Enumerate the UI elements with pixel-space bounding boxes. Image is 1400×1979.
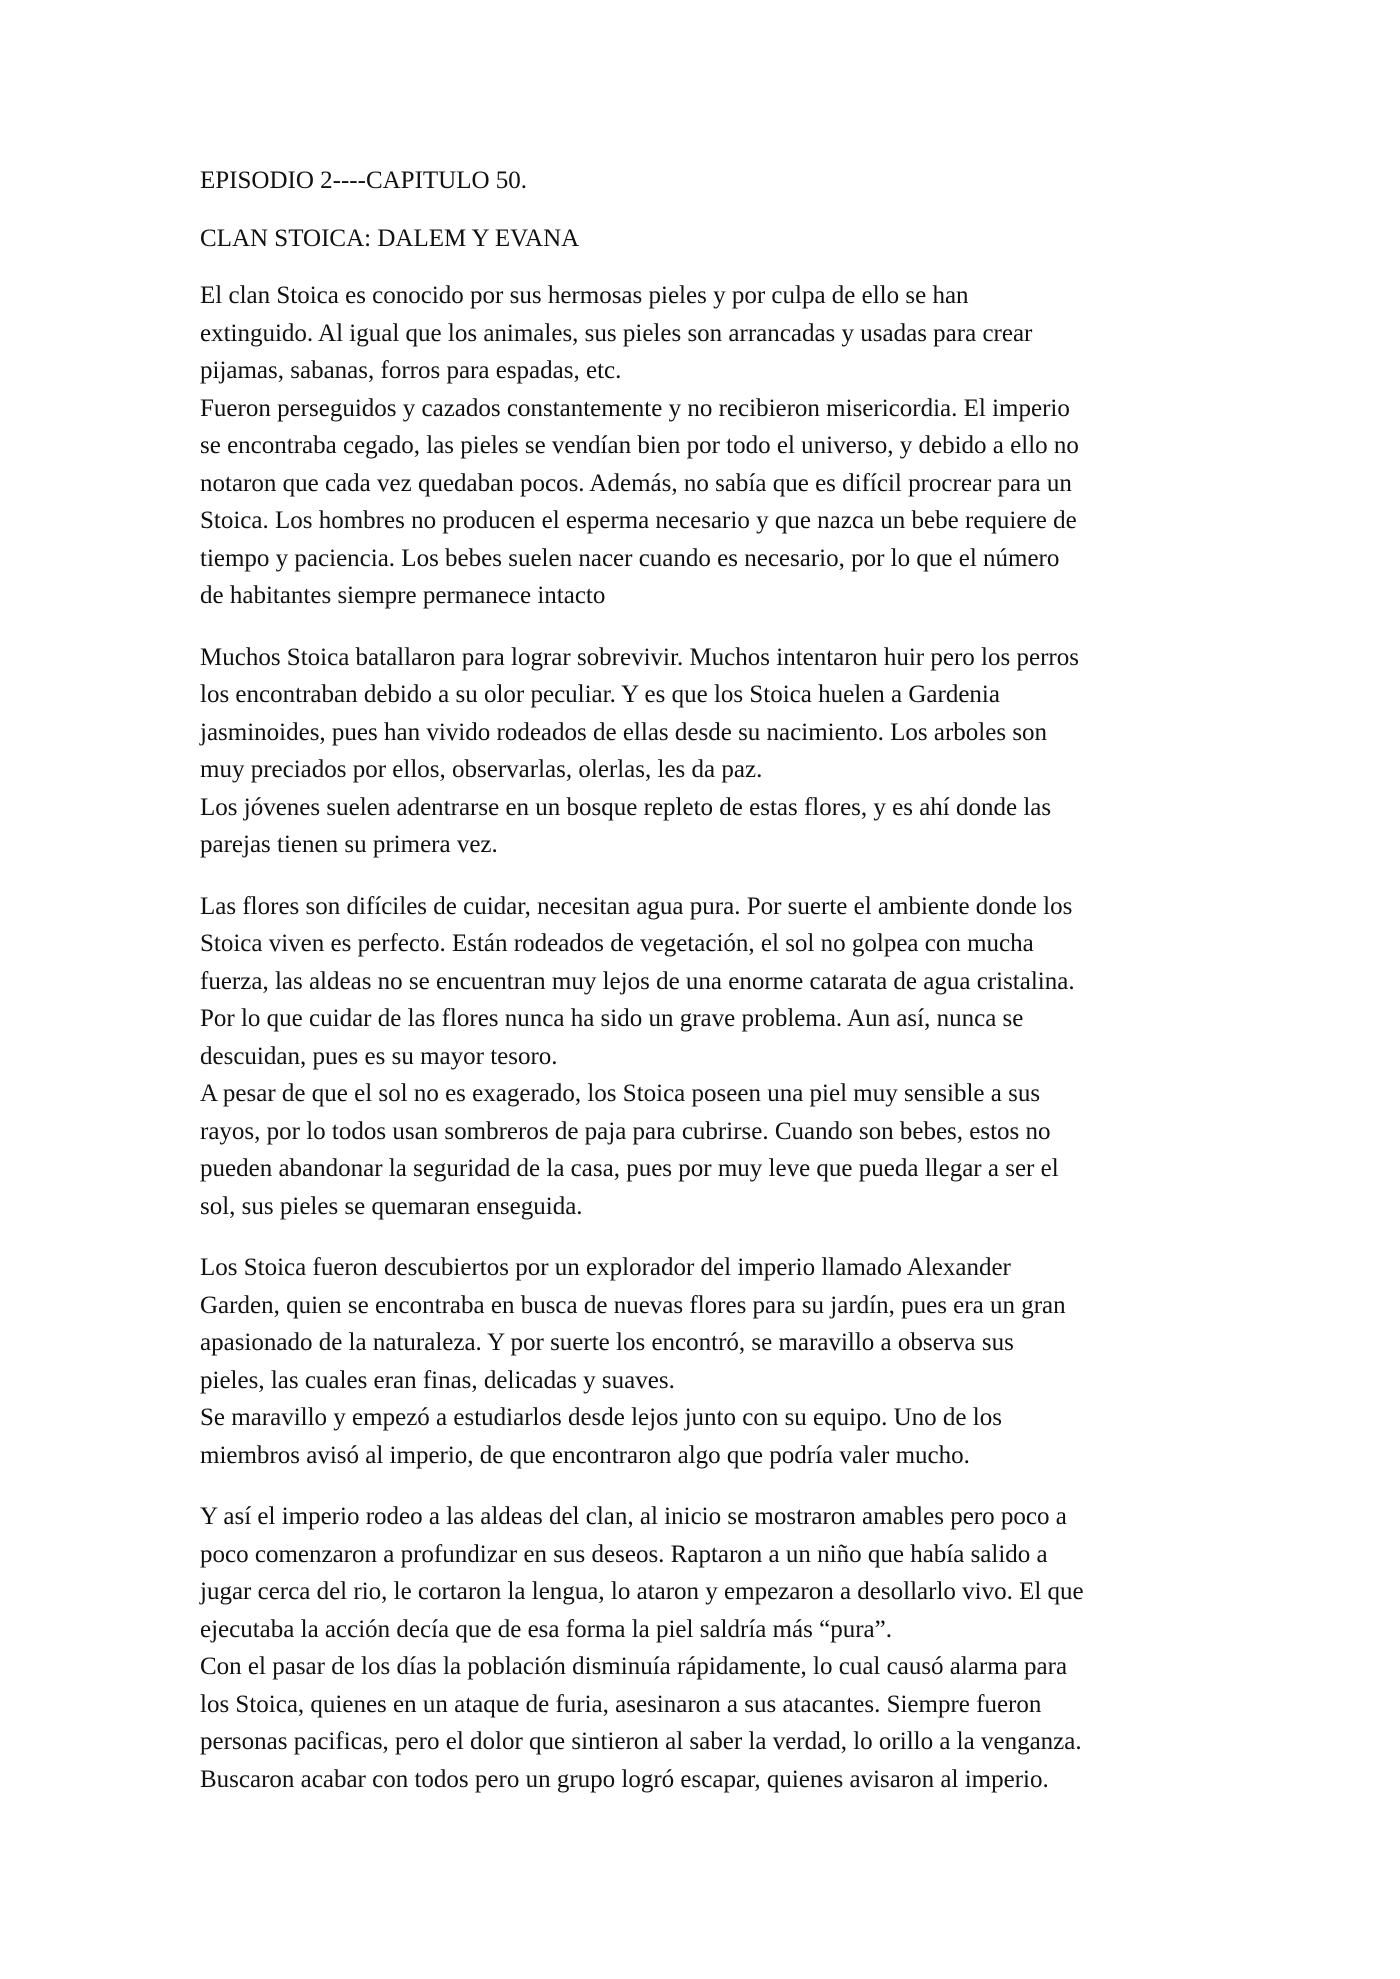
text-line: parejas tienen su primera vez. [200, 831, 498, 858]
document-body [200, 162, 1210, 1822]
sections-container [200, 277, 1210, 1798]
episode-title: EPISODIO 2----CAPITULO 50. [200, 167, 528, 194]
paragraph [200, 639, 1210, 789]
paragraph [200, 789, 1210, 864]
text-section [200, 1249, 1210, 1474]
text-line: se encontraba cegado, las pieles se vendían bien por todo el universo, y debido a ello no [200, 432, 1079, 459]
text-line: Por lo que cuidar de las flores nunca ha sido un grave problema. Aun así, nunca se [200, 1005, 1024, 1032]
text-section [200, 1498, 1210, 1798]
text-line: Se maravillo y empezó a estudiarlos desde lejos junto con su equipo. Uno de los [200, 1404, 1002, 1431]
text-section [200, 639, 1210, 864]
text-line: tiempo y paciencia. Los bebes suelen nacer cuando es necesario, por lo que el número [200, 544, 1060, 572]
text-line: de habitantes siempre permanece intacto [200, 582, 606, 609]
text-line: El clan Stoica es conocido por sus hermosas pieles y por culpa de ello se han [200, 282, 969, 309]
paragraph [200, 277, 1210, 390]
text-line: Los Stoica fueron descubiertos por un explorador del imperio llamado Alexander [200, 1254, 1011, 1281]
paragraph [200, 1399, 1210, 1474]
paragraph [200, 1648, 1210, 1798]
text-line: poco comenzaron a profundizar en sus deseos. Raptaron a un niño que había salido a [200, 1540, 1048, 1568]
text-line: jugar cerca del rio, le cortaron la lengua, lo ataron y empezaron a desollarlo vivo. El que [200, 1578, 1084, 1605]
text-line: miembros avisó al imperio, de que encontraron algo que podría valer mucho. [200, 1441, 970, 1469]
text-line: Stoica. Los hombres no producen el esperma necesario y que nazca un bebe requiere de [200, 507, 1077, 534]
text-line: apasionado de la naturaleza. Y por suerte los encontró, se maravillo a observa sus [200, 1329, 1014, 1356]
text-line: los Stoica, quienes en un ataque de furia, asesinaron a sus atacantes. Siempre fueron [200, 1690, 1042, 1718]
text-line: jasminoides, pues han vivido rodeados de ellas desde su nacimiento. Los arboles son [200, 718, 1048, 746]
text-line: muy preciados por ellos, observarlas, olerlas, les da paz. [200, 756, 763, 783]
text-line: descuidan, pues es su mayor tesoro. [200, 1042, 558, 1070]
paragraph [200, 888, 1210, 1076]
text-line: personas pacificas, pero el dolor que sintieron al saber la verdad, lo orillo a la venganza. [200, 1728, 1082, 1755]
text-section [200, 277, 1210, 615]
text-line: los encontraban debido a su olor peculiar. Y es que los Stoica huelen a Gardenia [200, 681, 1000, 708]
text-line: sol, sus pieles se quemaran enseguida. [200, 1192, 583, 1220]
text-line: pijamas, sabanas, forros para espadas, etc. [200, 357, 622, 384]
text-line: rayos, por lo todos usan sombreros de paja para cubrirse. Cuando son bebes, estos no [200, 1117, 1051, 1145]
text-line: Los jóvenes suelen adentrarse en un bosque repleto de estas flores, y es ahí donde las [200, 793, 1052, 821]
paragraph [200, 390, 1210, 615]
text-line: Con el pasar de los días la población disminuía rápidamente, lo cual causó alarma para [200, 1653, 1068, 1680]
text-line: fuerza, las aldeas no se encuentran muy lejos de una enorme catarata de agua cristalina. [200, 967, 1075, 995]
text-line: Buscaron acabar con todos pero un grupo logró escapar, quienes avisaron al imperio. [200, 1765, 1049, 1793]
text-line: extinguido. Al igual que los animales, sus pieles son arrancadas y usadas para crear [200, 319, 1033, 347]
paragraph [200, 1498, 1210, 1648]
text-line: Muchos Stoica batallaron para lograr sobrevivir. Muchos intentaron huir pero los perros [200, 643, 1079, 671]
text-line: Y así el imperio rodeo a las aldeas del clan, al inicio se mostraron amables pero poco a [200, 1503, 1067, 1530]
text-line: Las flores son difíciles de cuidar, necesitan agua pura. Por suerte el ambiente donde los [200, 892, 1073, 920]
clan-title: CLAN STOICA: DALEM Y EVANA [200, 224, 580, 252]
text-line: pieles, las cuales eran finas, delicadas y suaves. [200, 1366, 675, 1394]
text-line: Garden, quien se encontraba en busca de nuevas flores para su jardín, pues era un gran [200, 1291, 1066, 1319]
text-line: ejecutaba la acción decía que de esa forma la piel saldría más “pura”. [200, 1615, 892, 1643]
text-line: notaron que cada vez quedaban pocos. Además, no sabía que es difícil procrear para un [200, 469, 1072, 497]
paragraph [200, 1249, 1210, 1399]
paragraph [200, 1075, 1210, 1225]
text-line: A pesar de que el sol no es exagerado, los Stoica poseen una piel muy sensible a sus [200, 1080, 1041, 1107]
text-line: pueden abandonar la seguridad de la casa, pues por muy leve que pueda llegar a ser el [200, 1155, 1059, 1182]
text-line: Stoica viven es perfecto. Están rodeados de vegetación, el sol no golpea con mucha [200, 930, 1034, 957]
text-line: Fueron perseguidos y cazados constantemente y no recibieron misericordia. El imperio [200, 394, 1070, 422]
text-section [200, 888, 1210, 1226]
